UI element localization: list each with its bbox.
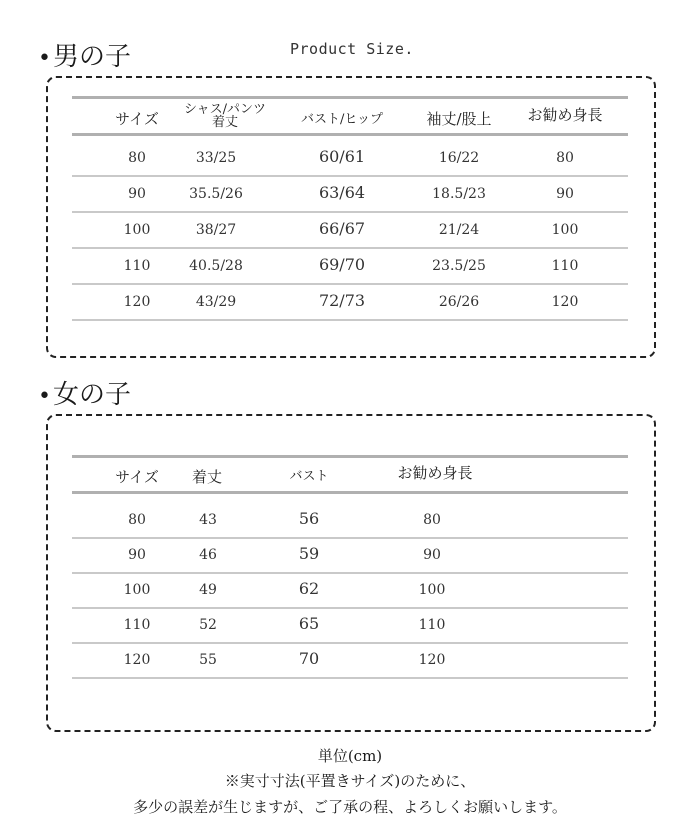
girls-header-bottom-line	[72, 491, 628, 494]
girls-bullet: •	[38, 384, 51, 409]
girls-cell-r2-c2: 46	[199, 547, 217, 563]
girls-row-line	[72, 607, 628, 609]
product-size-label: Product Size.	[290, 40, 414, 58]
unit-label: 単位(cm)	[317, 747, 383, 765]
girls-header-top-line	[72, 455, 628, 458]
boys-cell-r1-c5: 80	[556, 150, 574, 166]
boys-cell-r5-c2: 43/29	[195, 294, 237, 310]
boys-cell-r3-c4: 21/24	[438, 222, 480, 238]
girls-cell-r5-c4: 120	[418, 652, 446, 668]
boys-row-line	[72, 175, 628, 177]
girls-cell-r4-c3: 65	[298, 614, 320, 633]
girls-cell-r1-c3: 56	[298, 509, 320, 528]
boys-row-line	[72, 247, 628, 249]
girls-header-recommended-height: お勧め身長	[397, 464, 473, 482]
girls-cell-r3-c2: 49	[199, 582, 217, 598]
girls-row-line	[72, 537, 628, 539]
boys-header-bottom-line	[72, 133, 628, 136]
boys-cell-r5-c1: 120	[123, 294, 151, 310]
girls-row-line	[72, 677, 628, 679]
boys-cell-r3-c1: 100	[123, 222, 151, 238]
boys-cell-r2-c1: 90	[128, 186, 146, 202]
girls-cell-r3-c4: 100	[418, 582, 446, 598]
boys-row-line	[72, 283, 628, 285]
girls-cell-r5-c3: 70	[298, 649, 320, 668]
boys-header-shirt-pants-line1: シャス/パンツ	[183, 102, 267, 117]
note-line-2: 多少の誤差が生じますが、ご了承の程、よろしくお願いします。	[133, 798, 567, 816]
boys-row-line	[72, 211, 628, 213]
girls-header-size: サイズ	[115, 468, 159, 486]
girls-header-length: 着丈	[191, 468, 223, 486]
boys-cell-r4-c2: 40.5/28	[189, 258, 243, 274]
boys-row-line	[72, 319, 628, 321]
girls-cell-r4-c4: 110	[418, 617, 446, 633]
girls-cell-r2-c3: 59	[298, 544, 320, 563]
boys-cell-r2-c3: 63/64	[318, 183, 366, 202]
girls-cell-r3-c3: 62	[298, 579, 320, 598]
boys-header-size: サイズ	[115, 110, 159, 128]
boys-header-shirt-pants-line2: 着丈	[211, 115, 238, 130]
girls-cell-r1-c2: 43	[199, 512, 217, 528]
boys-cell-r2-c2: 35.5/26	[189, 186, 243, 202]
girls-cell-r3-c1: 100	[123, 582, 151, 598]
boys-cell-r3-c2: 38/27	[195, 222, 237, 238]
boys-cell-r1-c2: 33/25	[195, 150, 237, 166]
boys-cell-r3-c5: 100	[551, 222, 579, 238]
boys-cell-r1-c1: 80	[128, 150, 146, 166]
boys-cell-r1-c3: 60/61	[318, 147, 366, 166]
boys-title: 男の子	[52, 42, 131, 72]
boys-bullet: •	[38, 46, 51, 71]
boys-cell-r4-c4: 23.5/25	[432, 258, 486, 274]
boys-cell-r4-c3: 69/70	[318, 255, 366, 274]
boys-heading	[38, 36, 131, 73]
boys-header-recommended-height: お勧め身長	[527, 106, 603, 124]
girls-cell-r5-c2: 55	[199, 652, 217, 668]
boys-cell-r1-c4: 16/22	[438, 150, 480, 166]
girls-header-bust: バスト	[289, 469, 329, 484]
note-line-1: ※実寸寸法(平置きサイズ)のために、	[224, 772, 476, 790]
boys-header-bust-hip: バスト/ヒップ	[301, 112, 383, 127]
boys-cell-r2-c4: 18.5/23	[432, 186, 486, 202]
girls-row-line	[72, 572, 628, 574]
girls-cell-r1-c1: 80	[128, 512, 146, 528]
boys-cell-r3-c3: 66/67	[318, 219, 366, 238]
boys-cell-r5-c4: 26/26	[438, 294, 480, 310]
girls-cell-r2-c4: 90	[423, 547, 441, 563]
girls-heading	[38, 374, 131, 411]
girls-row-line	[72, 642, 628, 644]
girls-cell-r5-c1: 120	[123, 652, 151, 668]
girls-cell-r4-c1: 110	[123, 617, 151, 633]
boys-cell-r4-c5: 110	[551, 258, 579, 274]
boys-cell-r2-c5: 90	[556, 186, 574, 202]
boys-cell-r4-c1: 110	[123, 258, 151, 274]
girls-cell-r4-c2: 52	[199, 617, 217, 633]
boys-header-top-line	[72, 96, 628, 99]
girls-cell-r2-c1: 90	[128, 547, 146, 563]
boys-header-shirt-pants	[184, 103, 266, 129]
boys-cell-r5-c5: 120	[551, 294, 579, 310]
girls-cell-r1-c4: 80	[423, 512, 441, 528]
boys-header-sleeve-rise: 袖丈/股上	[426, 110, 492, 128]
girls-title: 女の子	[52, 380, 131, 410]
boys-cell-r5-c3: 72/73	[318, 291, 366, 310]
